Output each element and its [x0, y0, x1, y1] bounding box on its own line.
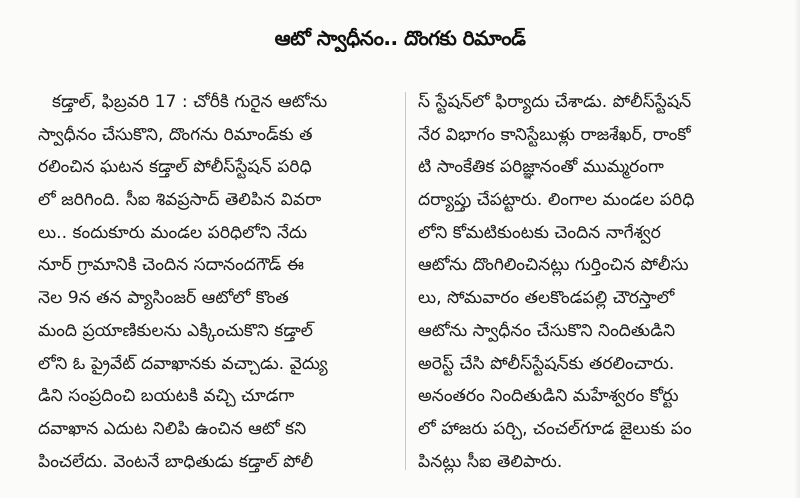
body-line: ఆటోను దొంగిలించినట్లు గుర్తించిన పోలీసు — [418, 255, 689, 276]
body-line: లో హాజరు పర్చి, చంచల్‌గూడ జైలుకు పం — [418, 418, 692, 439]
body-line: దవాఖాన ఎదుట నిలిపి ఉంచిన ఆటో కని — [38, 418, 307, 439]
body-line: పించలేదు. వెంటనే బాధితుడు కడ్తాల్‌ పోలీ — [38, 451, 314, 472]
body-line: నూర్‌ గ్రామానికి చెందిన సదానందగౌడ్‌ ఈ — [38, 255, 304, 276]
body-line: డిని సంప్రదించి బయటకి వచ్చి చూడగా — [38, 386, 295, 407]
body-line: కడ్తాల్‌, ఫిబ్రవరి 17 : చోరీకి గురైన ఆటోను — [52, 92, 328, 112]
body-line: లోని కోమటికుంటకు చెందిన నాగేశ్వర — [418, 222, 661, 243]
body-line: అనంతరం నిందితుడిని మహేశ్వరం కోర్టు — [418, 386, 679, 407]
body-line: స్వాధీనం చేసుకొని, దొంగను రిమాండ్‌కు త — [38, 124, 313, 145]
page-edge-shadow — [794, 0, 800, 498]
body-line: ఆటోను స్వాధీనం చేసుకొని నిందితుడిని — [418, 320, 676, 341]
column-divider — [405, 92, 406, 470]
article-column-right — [418, 86, 774, 476]
body-line: స్‌ స్టేషన్‌లో ఫిర్యాదు చేశాడు. పోలీస్‌స్టేషన్‌ — [418, 92, 692, 112]
body-line: పినట్లు సీఐ తెలిపారు. — [418, 451, 563, 472]
body-line: లోని ఓ ప్రైవేట్‌ దవాఖానకు వచ్చాడు. వైద్యు — [38, 353, 328, 374]
body-line: రలించిన ఘటన కడ్తాల్‌ పోలీస్‌స్టేషన్‌ పరిధి — [38, 157, 312, 178]
body-line: దర్యాప్తు చేపట్టారు. లింగాల మండల పరిధి — [418, 190, 695, 211]
body-line: టి సాంకేతిక పరిజ్ఞానంతో ముమ్మరంగా — [418, 157, 664, 178]
article-headline: ఆటో స్వాధీనం.. దొంగకు రిమాండ్ — [274, 26, 526, 50]
body-line: అరెస్ట్‌ చేసి పోలీస్‌స్టేషన్‌కు తరలించారు. — [418, 353, 675, 374]
body-line: లు.. కందుకూరు మండల పరిధిలోని నేదు — [38, 222, 308, 243]
body-line: మంది ప్రయాణికులను ఎక్కించుకొని కడ్తాల్‌ — [38, 320, 313, 341]
body-line: లో జరిగింది. సీఐ శివప్రసాద్‌ తెలిపిన వివరా — [38, 190, 322, 211]
body-line: నేర విభాగం కానిస్టేబుళ్లు రాజశేఖర్‌, రాంకో — [418, 124, 691, 145]
body-line: లు, సోమవారం తలకొండపల్లి చౌరస్తాలో — [418, 288, 675, 309]
body-line: నెల 9న తన ప్యాసింజర్‌ ఆటోలో కొంత — [38, 288, 289, 309]
article-column-left — [38, 86, 394, 476]
